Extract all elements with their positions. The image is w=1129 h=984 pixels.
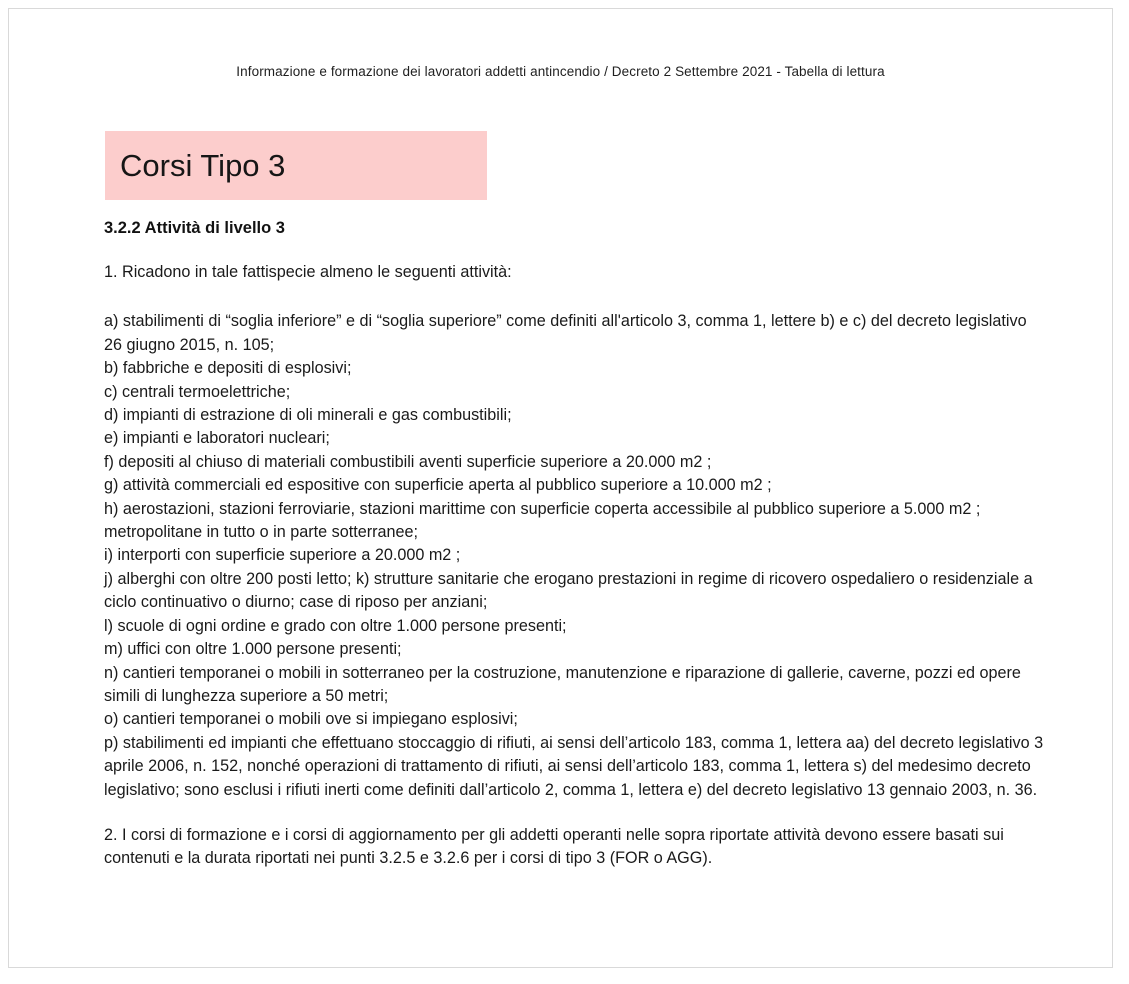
list-item: j) alberghi con oltre 200 posti letto; k) strutture sanitarie che erogano prestazioni in regime di ricovero ospedaliero o residenziale a ciclo continuativo o diurno; case di riposo per anziani; — [104, 569, 1033, 612]
intro-paragraph: 1. Ricadono in tale fattispecie almeno le seguenti attività: — [104, 263, 512, 281]
list-item: c) centrali termoelettriche; — [104, 382, 291, 401]
list-item: a) stabilimenti di “soglia inferiore” e di “soglia superiore” come definiti all'articolo 3, comma 1, lettere b) e c) del decreto legislativo 26 giugno 2015, n. 105; — [104, 312, 1027, 354]
section-heading: 3.2.2 Attività di livello 3 — [104, 219, 285, 237]
list-item: o) cantieri temporanei o mobili ove si impiegano esplosivi; — [104, 710, 518, 729]
document-page — [8, 8, 1113, 968]
list-item: m) uffici con oltre 1.000 persone presenti; — [104, 640, 402, 659]
document-body — [104, 217, 1044, 871]
list-item: p) stabilimenti ed impianti che effettuano stoccaggio di rifiuti, ai sensi dell’articolo 183, comma 1, lettera aa) del decreto legislativo 3 aprile 2006, n. 152, nonché operazioni di trattamento di rifiuti, ai sensi dell’articolo 183, comma 1, lettera s) del medesimo decreto legislativo; sono esclusi i rifiuti inerti come definiti dall’articolo 2, comma 1, lettera e) del decreto legislativo 13 gennaio 2003, n. 36. — [104, 733, 1044, 799]
list-item: f) depositi al chiuso di materiali combustibili aventi superficie superiore a 20.000 m2 ; — [104, 452, 712, 471]
list-item: d) impianti di estrazione di oli minerali e gas combustibili; — [104, 406, 512, 425]
list-item: l) scuole di ogni ordine e grado con oltre 1.000 persone presenti; — [104, 616, 567, 635]
closing-paragraph: 2. I corsi di formazione e i corsi di aggiornamento per gli addetti operanti nelle sopra riportate attività devono essere basati sui contenuti e la durata riportati nei punti 3.2.5 e 3.2.6 per i corsi di tipo 3 (FOR o AGG). — [104, 825, 1004, 868]
page-title: Corsi Tipo 3 — [120, 147, 286, 183]
title-banner — [105, 131, 487, 200]
document-header: Informazione e formazione dei lavoratori addetti antincendio / Decreto 2 Settembre 2021 - Tabella di lettura — [236, 64, 885, 79]
list-item: i) interporti con superficie superiore a 20.000 m2 ; — [104, 546, 461, 565]
list-item: n) cantieri temporanei o mobili in sotterraneo per la costruzione, manutenzione e riparazione di gallerie, caverne, pozzi ed opere simili di lunghezza superiore a 50 metri; — [104, 663, 1021, 705]
list-item: e) impianti e laboratori nucleari; — [104, 429, 330, 448]
activity-list — [104, 310, 1044, 802]
list-item: g) attività commerciali ed espositive con superficie aperta al pubblico superiore a 10.000 m2 ; — [104, 476, 772, 495]
list-item: h) aerostazioni, stazioni ferroviarie, stazioni marittime con superficie coperta accessibile al pubblico superiore a 5.000 m2 ; metropolitane in tutto o in parte sotterranee; — [104, 499, 981, 542]
list-item: b) fabbriche e depositi di esplosivi; — [104, 359, 352, 378]
